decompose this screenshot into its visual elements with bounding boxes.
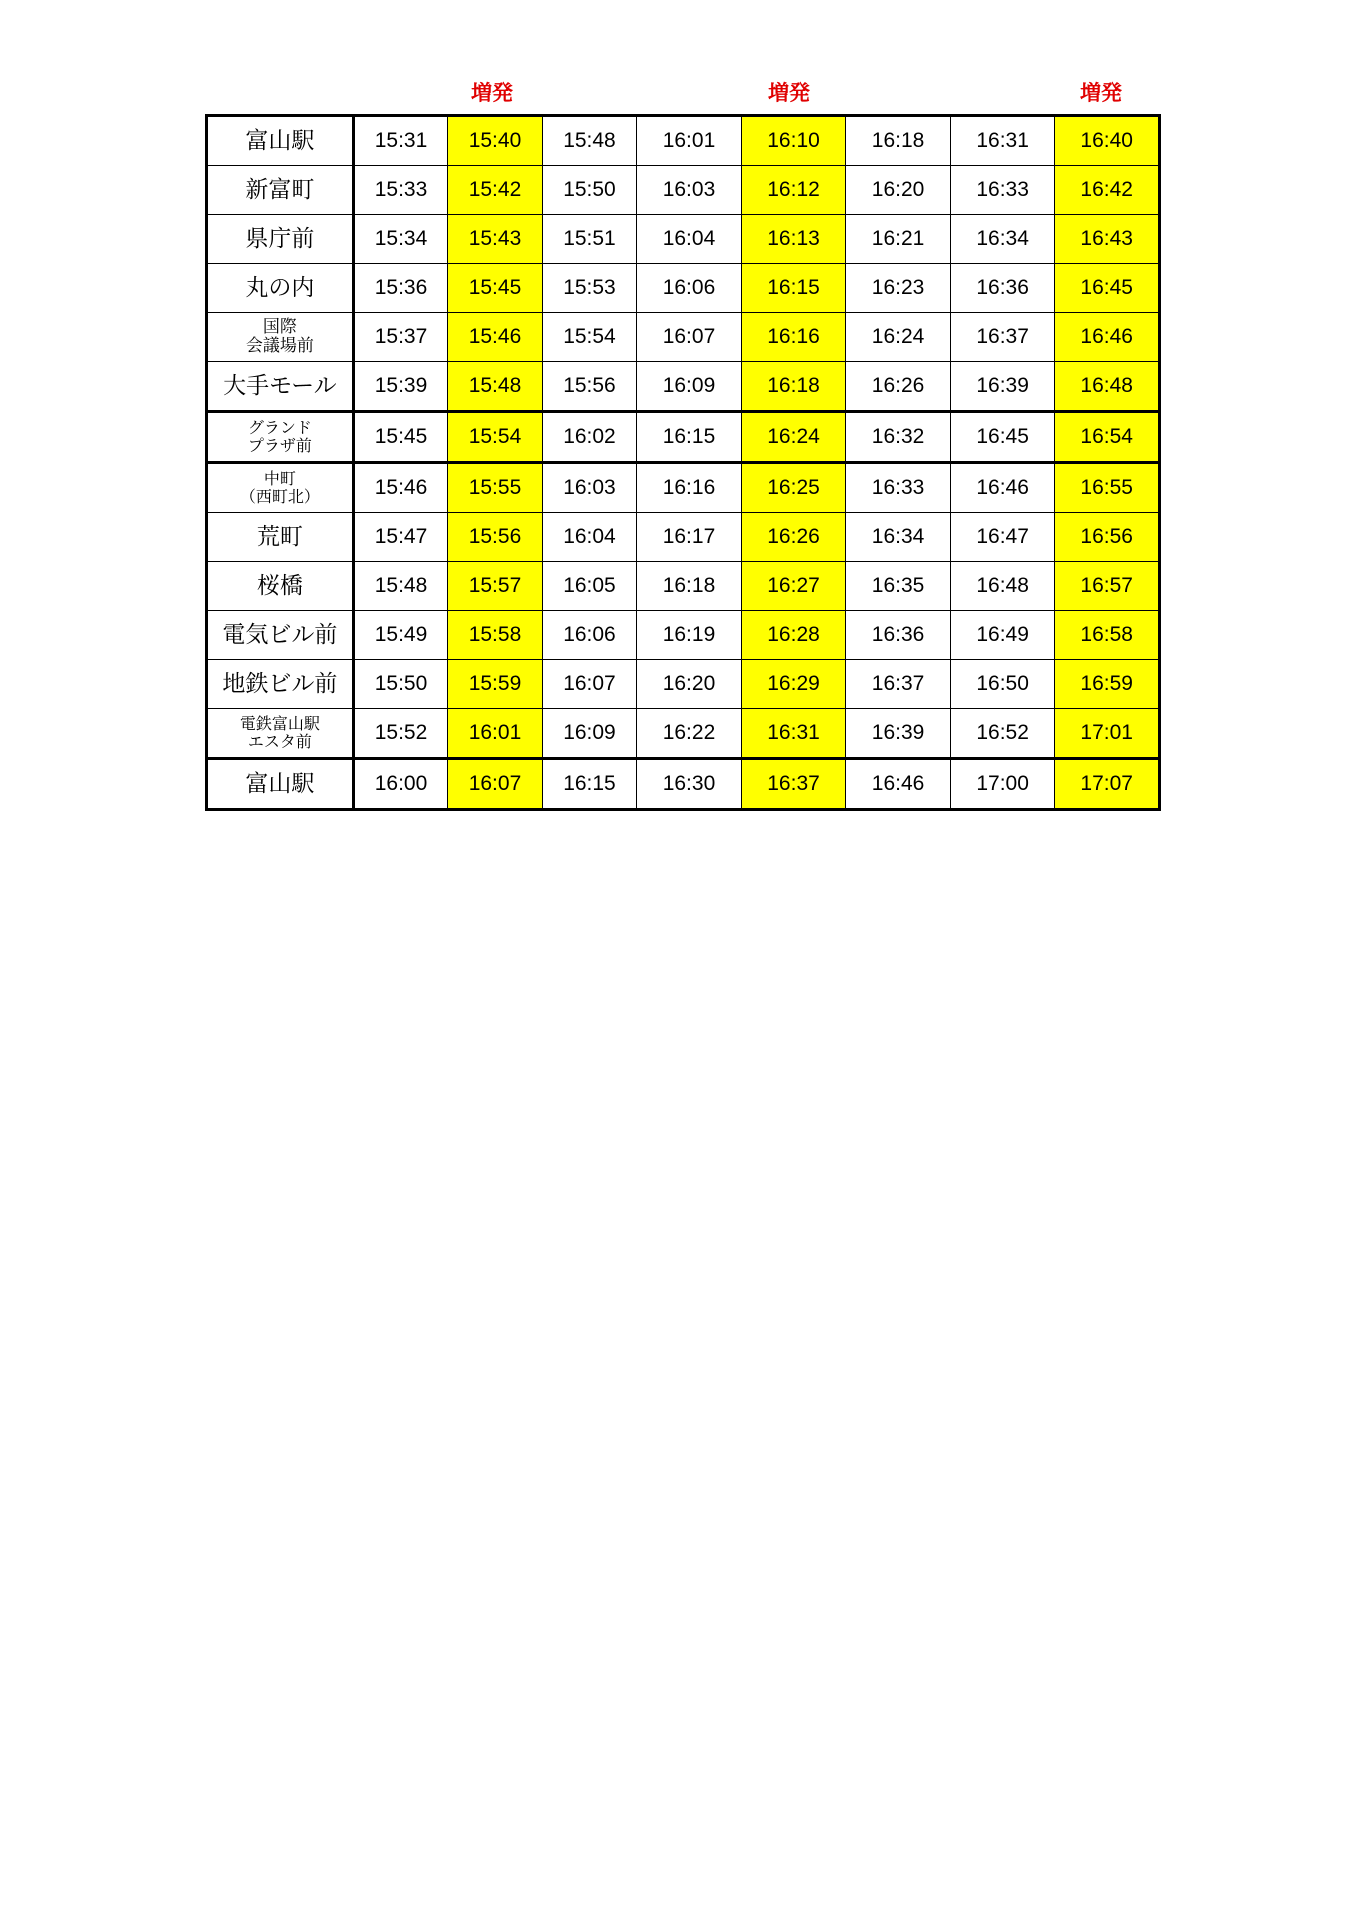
departure-time: 16:39: [950, 362, 1055, 412]
extra-departure-time: 16:54: [1055, 412, 1160, 463]
timetable-row: [207, 562, 1160, 611]
timetable-body: [207, 116, 1160, 810]
station-name-line: エスタ前: [247, 732, 312, 751]
departure-time: 16:34: [950, 215, 1055, 264]
departure-time: 16:05: [542, 562, 636, 611]
timetable-row: [207, 166, 1160, 215]
departure-time: 16:50: [950, 660, 1055, 709]
departure-time: 16:47: [950, 513, 1055, 562]
departure-time: 16:07: [637, 313, 742, 362]
station-name: [207, 513, 354, 562]
station-name-line: 地鉄ビル前: [222, 670, 338, 697]
station-name: [207, 611, 354, 660]
timetable-row: [207, 412, 1160, 463]
extra-departure-time: 16:42: [1055, 166, 1160, 215]
departure-time: 16:06: [637, 264, 742, 313]
station-name: [207, 709, 354, 759]
extra-departure-time: 16:57: [1055, 562, 1160, 611]
departure-time: 16:46: [950, 463, 1055, 513]
departure-time: 16:06: [542, 611, 636, 660]
extra-departure-time: 16:46: [1055, 313, 1160, 362]
station-name: [207, 463, 354, 513]
timetable-row: [207, 362, 1160, 412]
departure-time: 16:21: [846, 215, 951, 264]
station-name: [207, 562, 354, 611]
station-name-line: 電鉄富山駅: [239, 714, 320, 734]
departure-time: 16:19: [637, 611, 742, 660]
departure-time: 16:20: [846, 166, 951, 215]
departure-time: 16:02: [542, 412, 636, 463]
extra-departure-time: 16:45: [1055, 264, 1160, 313]
timetable-row: [207, 264, 1160, 313]
departure-time: 16:24: [846, 313, 951, 362]
departure-time: 16:37: [846, 660, 951, 709]
departure-time: 16:33: [950, 166, 1055, 215]
extra-departure-time: 16:24: [741, 412, 846, 463]
extra-departure-time: 16:16: [741, 313, 846, 362]
station-name: [207, 166, 354, 215]
extra-departure-time: 17:07: [1055, 759, 1160, 810]
station-name: [207, 660, 354, 709]
departure-time: 16:49: [950, 611, 1055, 660]
station-name-line: 会議場前: [245, 336, 314, 356]
departure-time: 15:56: [542, 362, 636, 412]
station-name: [207, 362, 354, 412]
departure-time: 16:26: [846, 362, 951, 412]
departure-time: 16:30: [637, 759, 742, 810]
extra-departure-time: 16:59: [1055, 660, 1160, 709]
departure-time: 16:15: [637, 412, 742, 463]
departure-time: 15:48: [353, 562, 447, 611]
departure-time: 15:46: [353, 463, 447, 513]
station-name: [207, 412, 354, 463]
departure-time: 16:39: [846, 709, 951, 759]
departure-time: 16:09: [542, 709, 636, 759]
extra-departure-time: 15:46: [448, 313, 542, 362]
departure-time: 16:03: [637, 166, 742, 215]
station-name-line: プラザ前: [247, 436, 312, 455]
departure-time: 16:52: [950, 709, 1055, 759]
timetable-row: [207, 709, 1160, 759]
station-name: [207, 313, 354, 362]
departure-time: 16:22: [637, 709, 742, 759]
departure-time: 16:20: [637, 660, 742, 709]
extra-departure-time: 15:55: [448, 463, 542, 513]
departure-time: 16:04: [637, 215, 742, 264]
station-name-line: 丸の内: [245, 274, 315, 301]
departure-time: 15:54: [542, 313, 636, 362]
departure-time: 16:23: [846, 264, 951, 313]
station-name-line: 中町: [263, 469, 296, 489]
departure-time: 16:17: [637, 513, 742, 562]
extra-departure-time: 16:27: [741, 562, 846, 611]
timetable-row: [207, 759, 1160, 810]
station-name-line: 荒町: [256, 523, 303, 550]
extra-departure-time: 16:26: [741, 513, 846, 562]
departure-time: 16:36: [846, 611, 951, 660]
departure-time: 15:45: [353, 412, 447, 463]
station-name-line: 富山駅: [245, 770, 315, 797]
departure-time: 16:03: [542, 463, 636, 513]
extra-departure-time: 16:01: [448, 709, 542, 759]
extra-service-label: 増発: [1080, 81, 1122, 105]
departure-time: 16:46: [846, 759, 951, 810]
extra-departure-time: 15:59: [448, 660, 542, 709]
extra-departure-time: 15:43: [448, 215, 542, 264]
station-name: [207, 264, 354, 313]
departure-time: 15:50: [353, 660, 447, 709]
departure-time: 16:01: [637, 116, 742, 166]
extra-departure-time: 15:42: [448, 166, 542, 215]
extra-departure-time: 16:12: [741, 166, 846, 215]
timetable-row: [207, 611, 1160, 660]
timetable-row: [207, 463, 1160, 513]
departure-time: 16:15: [542, 759, 636, 810]
timetable-row: [207, 215, 1160, 264]
timetable: [205, 114, 1161, 811]
departure-time: 16:36: [950, 264, 1055, 313]
departure-time: 16:07: [542, 660, 636, 709]
departure-time: 16:32: [846, 412, 951, 463]
extra-departure-time: 16:25: [741, 463, 846, 513]
extra-departure-time: 16:43: [1055, 215, 1160, 264]
extra-departure-time: 16:15: [741, 264, 846, 313]
departure-time: 16:35: [846, 562, 951, 611]
departure-time: 15:50: [542, 166, 636, 215]
station-name-line: 大手モール: [223, 372, 337, 399]
station-name: [207, 116, 354, 166]
station-name-line: 富山駅: [245, 127, 315, 154]
extra-service-label: 増発: [768, 81, 810, 105]
departure-time: 15:51: [542, 215, 636, 264]
departure-time: 16:18: [637, 562, 742, 611]
extra-departure-time: 15:45: [448, 264, 542, 313]
extra-departure-time: 16:31: [741, 709, 846, 759]
station-name-line: グランド: [247, 418, 312, 438]
departure-time: 15:39: [353, 362, 447, 412]
departure-time: 15:47: [353, 513, 447, 562]
extra-departure-time: 15:48: [448, 362, 542, 412]
departure-time: 15:49: [353, 611, 447, 660]
extra-departure-time: 15:40: [448, 116, 542, 166]
extra-departure-time: 16:40: [1055, 116, 1160, 166]
departure-time: 16:33: [846, 463, 951, 513]
departure-time: 15:33: [353, 166, 447, 215]
station-name: [207, 759, 354, 810]
extra-departure-time: 15:54: [448, 412, 542, 463]
station-name-line: 県庁前: [245, 225, 315, 252]
extra-departure-time: 15:58: [448, 611, 542, 660]
departure-time: 15:36: [353, 264, 447, 313]
timetable-row: [207, 313, 1160, 362]
timetable-row: [207, 660, 1160, 709]
departure-time: 16:00: [353, 759, 447, 810]
extra-service-header: [205, 72, 1161, 114]
station-name-line: （西町北）: [239, 487, 320, 506]
departure-time: 16:45: [950, 412, 1055, 463]
departure-time: 16:16: [637, 463, 742, 513]
extra-departure-time: 17:01: [1055, 709, 1160, 759]
station-name-line: 桜橋: [256, 572, 303, 599]
station-name-line: 国際: [262, 317, 297, 338]
station-name-line: 新富町: [245, 176, 315, 203]
extra-departure-time: 15:57: [448, 562, 542, 611]
departure-time: 15:52: [353, 709, 447, 759]
departure-time: 15:34: [353, 215, 447, 264]
timetable-row: [207, 116, 1160, 166]
departure-time: 15:31: [353, 116, 447, 166]
extra-service-label: 増発: [471, 81, 513, 105]
departure-time: 16:04: [542, 513, 636, 562]
extra-departure-time: 16:56: [1055, 513, 1160, 562]
extra-departure-time: 16:55: [1055, 463, 1160, 513]
extra-departure-time: 16:28: [741, 611, 846, 660]
extra-departure-time: 15:56: [448, 513, 542, 562]
extra-departure-time: 16:58: [1055, 611, 1160, 660]
departure-time: 16:34: [846, 513, 951, 562]
station-name-line: 電気ビル前: [222, 621, 338, 648]
station-name: [207, 215, 354, 264]
departure-time: 16:18: [846, 116, 951, 166]
extra-departure-time: 16:10: [741, 116, 846, 166]
departure-time: 15:48: [542, 116, 636, 166]
departure-time: 15:37: [353, 313, 447, 362]
departure-time: 15:53: [542, 264, 636, 313]
extra-departure-time: 16:18: [741, 362, 846, 412]
departure-time: 16:09: [637, 362, 742, 412]
extra-departure-time: 16:37: [741, 759, 846, 810]
extra-departure-time: 16:29: [741, 660, 846, 709]
departure-time: 16:31: [950, 116, 1055, 166]
extra-departure-time: 16:07: [448, 759, 542, 810]
timetable-row: [207, 513, 1160, 562]
departure-time: 17:00: [950, 759, 1055, 810]
departure-time: 16:37: [950, 313, 1055, 362]
extra-departure-time: 16:13: [741, 215, 846, 264]
extra-departure-time: 16:48: [1055, 362, 1160, 412]
departure-time: 16:48: [950, 562, 1055, 611]
